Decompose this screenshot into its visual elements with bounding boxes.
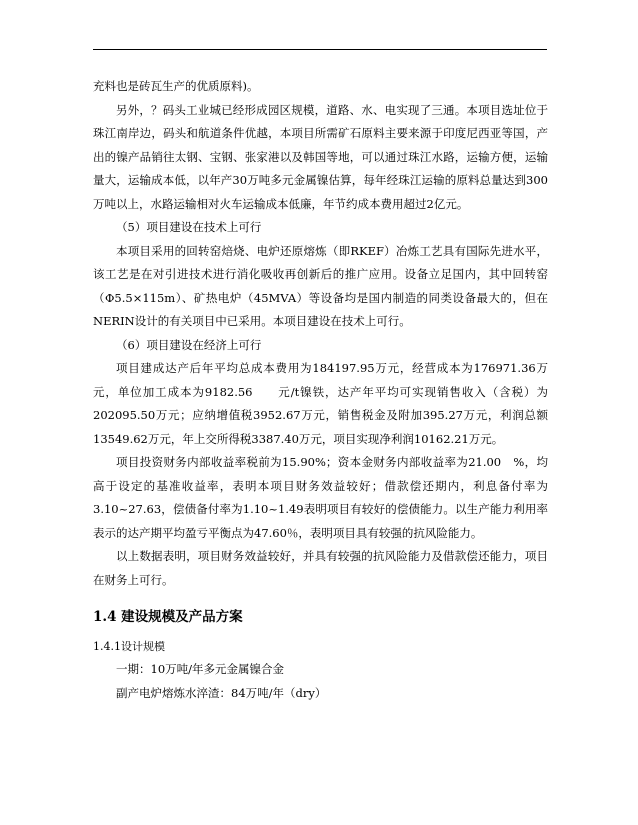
paragraph-cost: 项目建成达产后年平均总成本费用为184197.95万元，经营成本为176971.36万元，单位加工成本为9182.56 元/t镍铁，达产年平均可实现销售收入（含税）为202095.50万元；应纳增值税3952.67万元，销售税金及附加395.27万元，利润总额13549.62万元，年上交所得税3387.40万元，项目实现净利润10162.21万元。 — [93, 361, 548, 446]
paragraph-conclusion: 以上数据表明，项目财务效益较好，并具有较强的抗风险能力及借款偿还能力，项目在财务上可行。 — [93, 549, 548, 587]
list-item: 副产电炉熔炼水淬渣：84万吨/年（dry） — [116, 685, 327, 700]
section-heading: 1.4 建设规模及产品方案 — [93, 609, 243, 625]
subsection-heading: 1.4.1设计规模 — [93, 640, 165, 653]
paragraph-continuation: 充料也是砖瓦生产的优质原料)。 — [93, 79, 259, 93]
header-rule — [93, 49, 547, 50]
subheading-technical: （5）项目建设在技术上可行 — [116, 220, 262, 234]
subheading-economic: （6）项目建设在经济上可行 — [116, 337, 262, 352]
paragraph-return: 项目投资财务内部收益率税前为15.90%；资本金财务内部收益率为21.00 %，均高于设定的基准收益率，表明本项目财务效益较好；借款偿还期内，利息备付率为3.10~27.63，偿债备付率为1.10~1.49表明项目有较好的偿债能力。以生产能力利用率表示的达产期平均盈亏平衡点为47.60％，表明项目具有较强的抗风险能力。 — [93, 455, 548, 540]
list-item: 一期：10万吨/年多元金属镍合金 — [116, 662, 285, 676]
paragraph-technical: 本项目采用的回转窑焙烧、电炉还原熔炼（即RKEF）冶炼工艺具有国际先进水平，该工艺是在对引进技术进行消化吸收再创新后的推广应用。设备立足国内，其中回转窑（Φ5.5×115m）、矿热电炉（45MVA）等设备均是国内制造的同类设备最大的，但在NERIN设计的有关项目中已采用。本项目建设在技术上可行。 — [93, 243, 548, 328]
document-body — [93, 75, 548, 705]
paragraph-location: 另外，？码头工业城已经形成园区规模，道路、水、电实现了三通。本项目选址位于珠江南岸边，码头和航道条件优越，本项目所需矿石原料主要来源于印度尼西亚等国，产出的镍产品销往太钢、宝钢、张家港以及韩国等地，可以通过珠江水路，运输方便，运输量大，运输成本低，以年产30万吨多元金属镍估算，每年经珠江运输的原料总量达到300万吨以上，水路运输相对火车运输成本低廉，年节约成本费用超过2亿元。 — [93, 102, 548, 211]
